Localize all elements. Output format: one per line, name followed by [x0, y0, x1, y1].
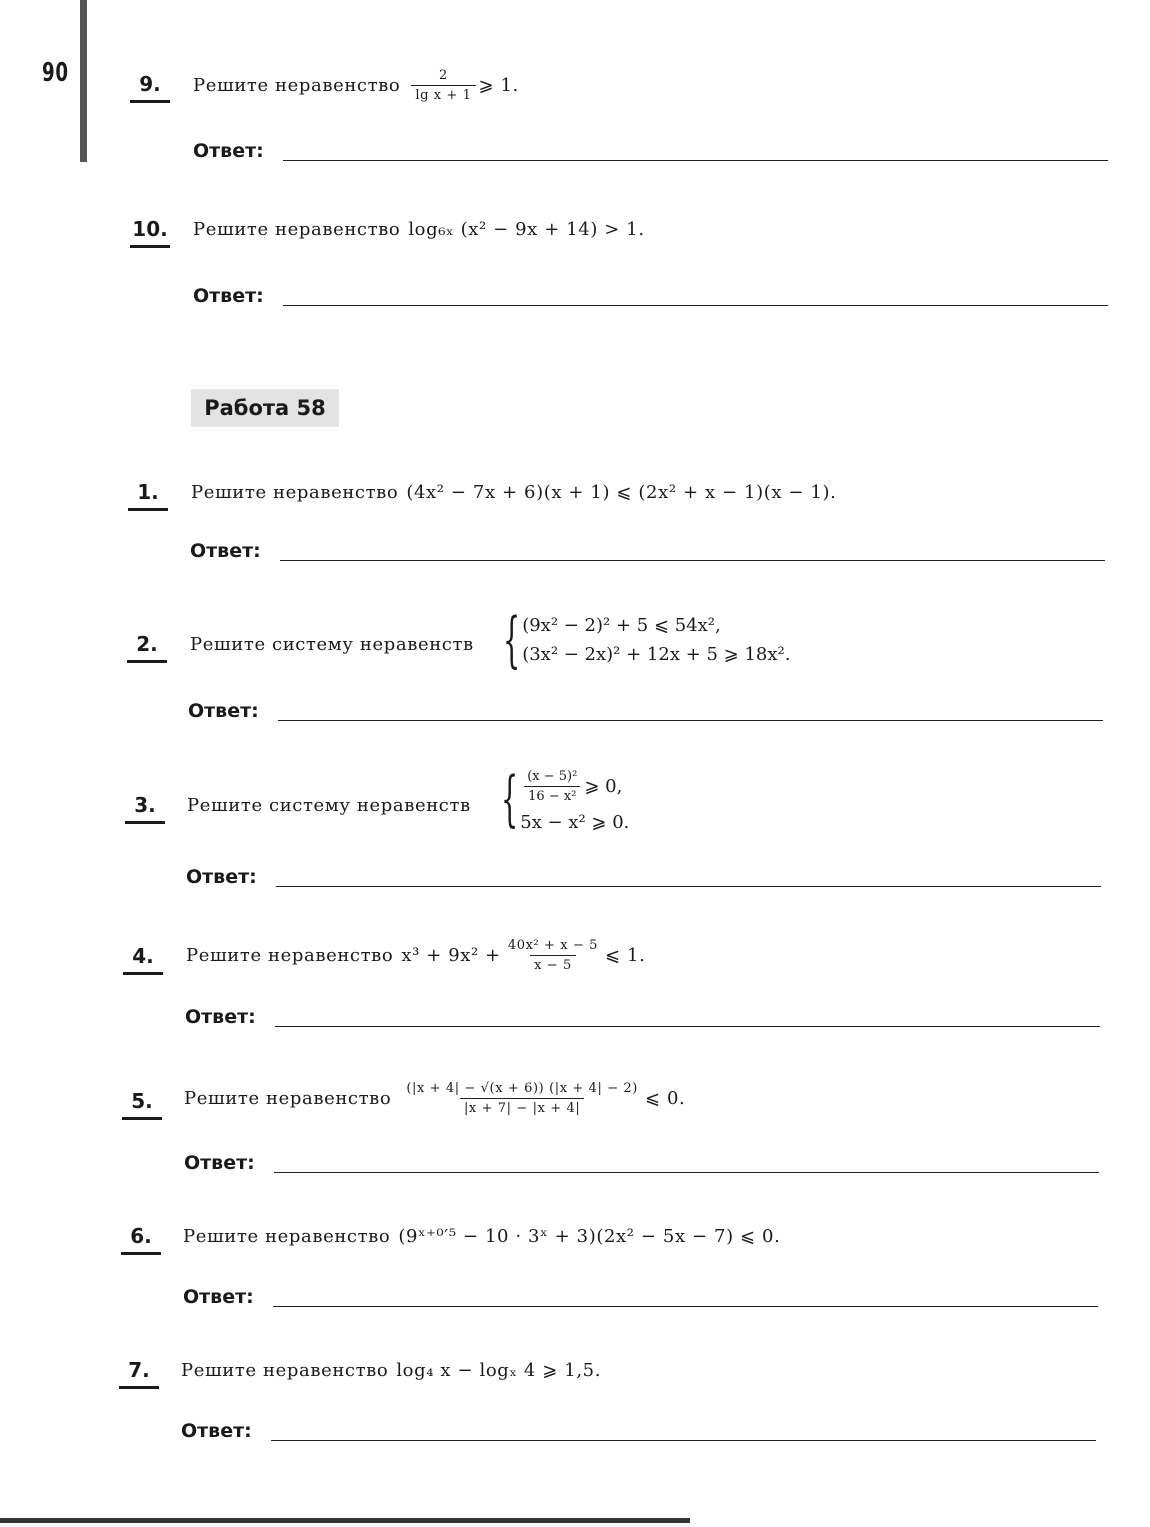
answer-label: Ответ: [183, 1286, 254, 1308]
task-text: Решите систему неравенств [187, 795, 471, 816]
answer-row [188, 700, 1103, 722]
answer-label: Ответ: [188, 700, 259, 722]
system-line-2: 5x − x² ⩾ 0. [520, 812, 630, 833]
system-lines [522, 610, 790, 670]
answer-field[interactable] [280, 560, 1105, 561]
page-number: 90 [42, 58, 69, 88]
inequality-system [480, 764, 630, 834]
task-number: 9. [130, 72, 170, 103]
task-text: Решите неравенство [184, 1088, 392, 1109]
fraction [504, 938, 602, 973]
formula [408, 68, 519, 103]
task-number: 10. [130, 217, 170, 248]
formula: (4x² − 7x + 6)(x + 1) ⩽ (2x² + x − 1)(x − 1). [406, 482, 837, 503]
answer-row [185, 1006, 1100, 1028]
answer-label: Ответ: [193, 285, 264, 307]
fraction-denominator: 16 − x² [524, 786, 580, 804]
fraction [523, 769, 581, 804]
answer-label: Ответ: [181, 1420, 252, 1442]
answer-row [193, 285, 1108, 307]
answer-label: Ответ: [186, 866, 257, 888]
formula: log₆ₓ (x² − 9x + 14) > 1. [408, 219, 645, 240]
answer-field[interactable] [283, 305, 1108, 306]
inequality-system [482, 605, 791, 675]
answer-field[interactable] [273, 1306, 1098, 1307]
formula-tail: ⩾ 0, [584, 776, 623, 797]
margin-rule [80, 0, 87, 162]
task-text: Решите неравенство [193, 75, 401, 96]
task-statement [184, 1081, 685, 1116]
answer-row [193, 140, 1108, 162]
answer-row [190, 540, 1105, 562]
answer-label: Ответ: [185, 1006, 256, 1028]
formula [399, 1081, 685, 1116]
system-line-1 [520, 769, 629, 804]
fraction-denominator: lg x + 1 [411, 85, 475, 103]
answer-row [181, 1420, 1096, 1442]
section-heading: Работа 58 [191, 389, 339, 427]
task-number: 2. [127, 632, 167, 663]
task-number: 4. [123, 944, 163, 975]
answer-row [183, 1286, 1098, 1308]
brace-icon: { [503, 605, 521, 675]
answer-row [184, 1152, 1099, 1174]
fraction-numerator: 40x² + x − 5 [507, 938, 599, 953]
task-text: Решите систему неравенств [190, 634, 474, 655]
task-statement [183, 1226, 780, 1247]
formula-tail: ⩽ 0. [644, 1088, 686, 1109]
answer-field[interactable] [275, 1026, 1100, 1027]
answer-label: Ответ: [190, 540, 261, 562]
fraction [411, 68, 475, 103]
task-statement [193, 68, 519, 103]
task-text: Решите неравенство [183, 1226, 391, 1247]
task-number: 1. [128, 480, 168, 511]
answer-label: Ответ: [193, 140, 264, 162]
task-text: Решите неравенство [191, 482, 399, 503]
brace-icon: { [501, 764, 519, 834]
fraction-denominator: |x + 7| − |x + 4| [460, 1098, 584, 1116]
system-lines [520, 769, 629, 833]
bottom-rule [0, 1518, 690, 1523]
fraction-numerator: (x − 5)² [527, 769, 578, 784]
task-number: 5. [122, 1089, 162, 1120]
task-text: Решите неравенство [181, 1360, 389, 1381]
task-statement [193, 219, 645, 240]
formula-tail: ⩽ 1. [605, 945, 646, 966]
system-line-1: (9x² − 2)² + 5 ⩽ 54x², [522, 615, 721, 636]
task-statement [191, 482, 836, 503]
task-number: 7. [119, 1358, 159, 1389]
formula-head: x³ + 9x² + [401, 945, 501, 966]
system-line-2: (3x² − 2x)² + 12x + 5 ⩾ 18x². [522, 644, 791, 665]
answer-label: Ответ: [184, 1152, 255, 1174]
task-number: 3. [125, 793, 165, 824]
fraction [402, 1081, 642, 1116]
task-statement [187, 795, 471, 816]
answer-field[interactable] [271, 1440, 1096, 1441]
task-statement [190, 634, 474, 655]
fraction-numerator: (|x + 4| − √(x + 6)) (|x + 4| − 2) [406, 1081, 638, 1096]
formula-tail: ⩾ 1. [478, 75, 519, 96]
task-statement [181, 1360, 601, 1381]
task-statement [186, 938, 645, 973]
fraction-denominator: x − 5 [530, 955, 576, 973]
task-number: 6. [121, 1224, 161, 1255]
formula: log₄ x − logₓ 4 ⩾ 1,5. [396, 1360, 602, 1381]
answer-field[interactable] [276, 886, 1101, 887]
answer-row [186, 866, 1101, 888]
fraction-numerator: 2 [438, 68, 448, 83]
task-text: Решите неравенство [193, 219, 401, 240]
task-text: Решите неравенство [186, 945, 394, 966]
answer-field[interactable] [274, 1172, 1099, 1173]
formula: (9ˣ⁺⁰′⁵ − 10 · 3ˣ + 3)(2x² − 5x − 7) ⩽ 0. [398, 1226, 781, 1247]
answer-field[interactable] [283, 160, 1108, 161]
formula [401, 938, 645, 973]
answer-field[interactable] [278, 720, 1103, 721]
